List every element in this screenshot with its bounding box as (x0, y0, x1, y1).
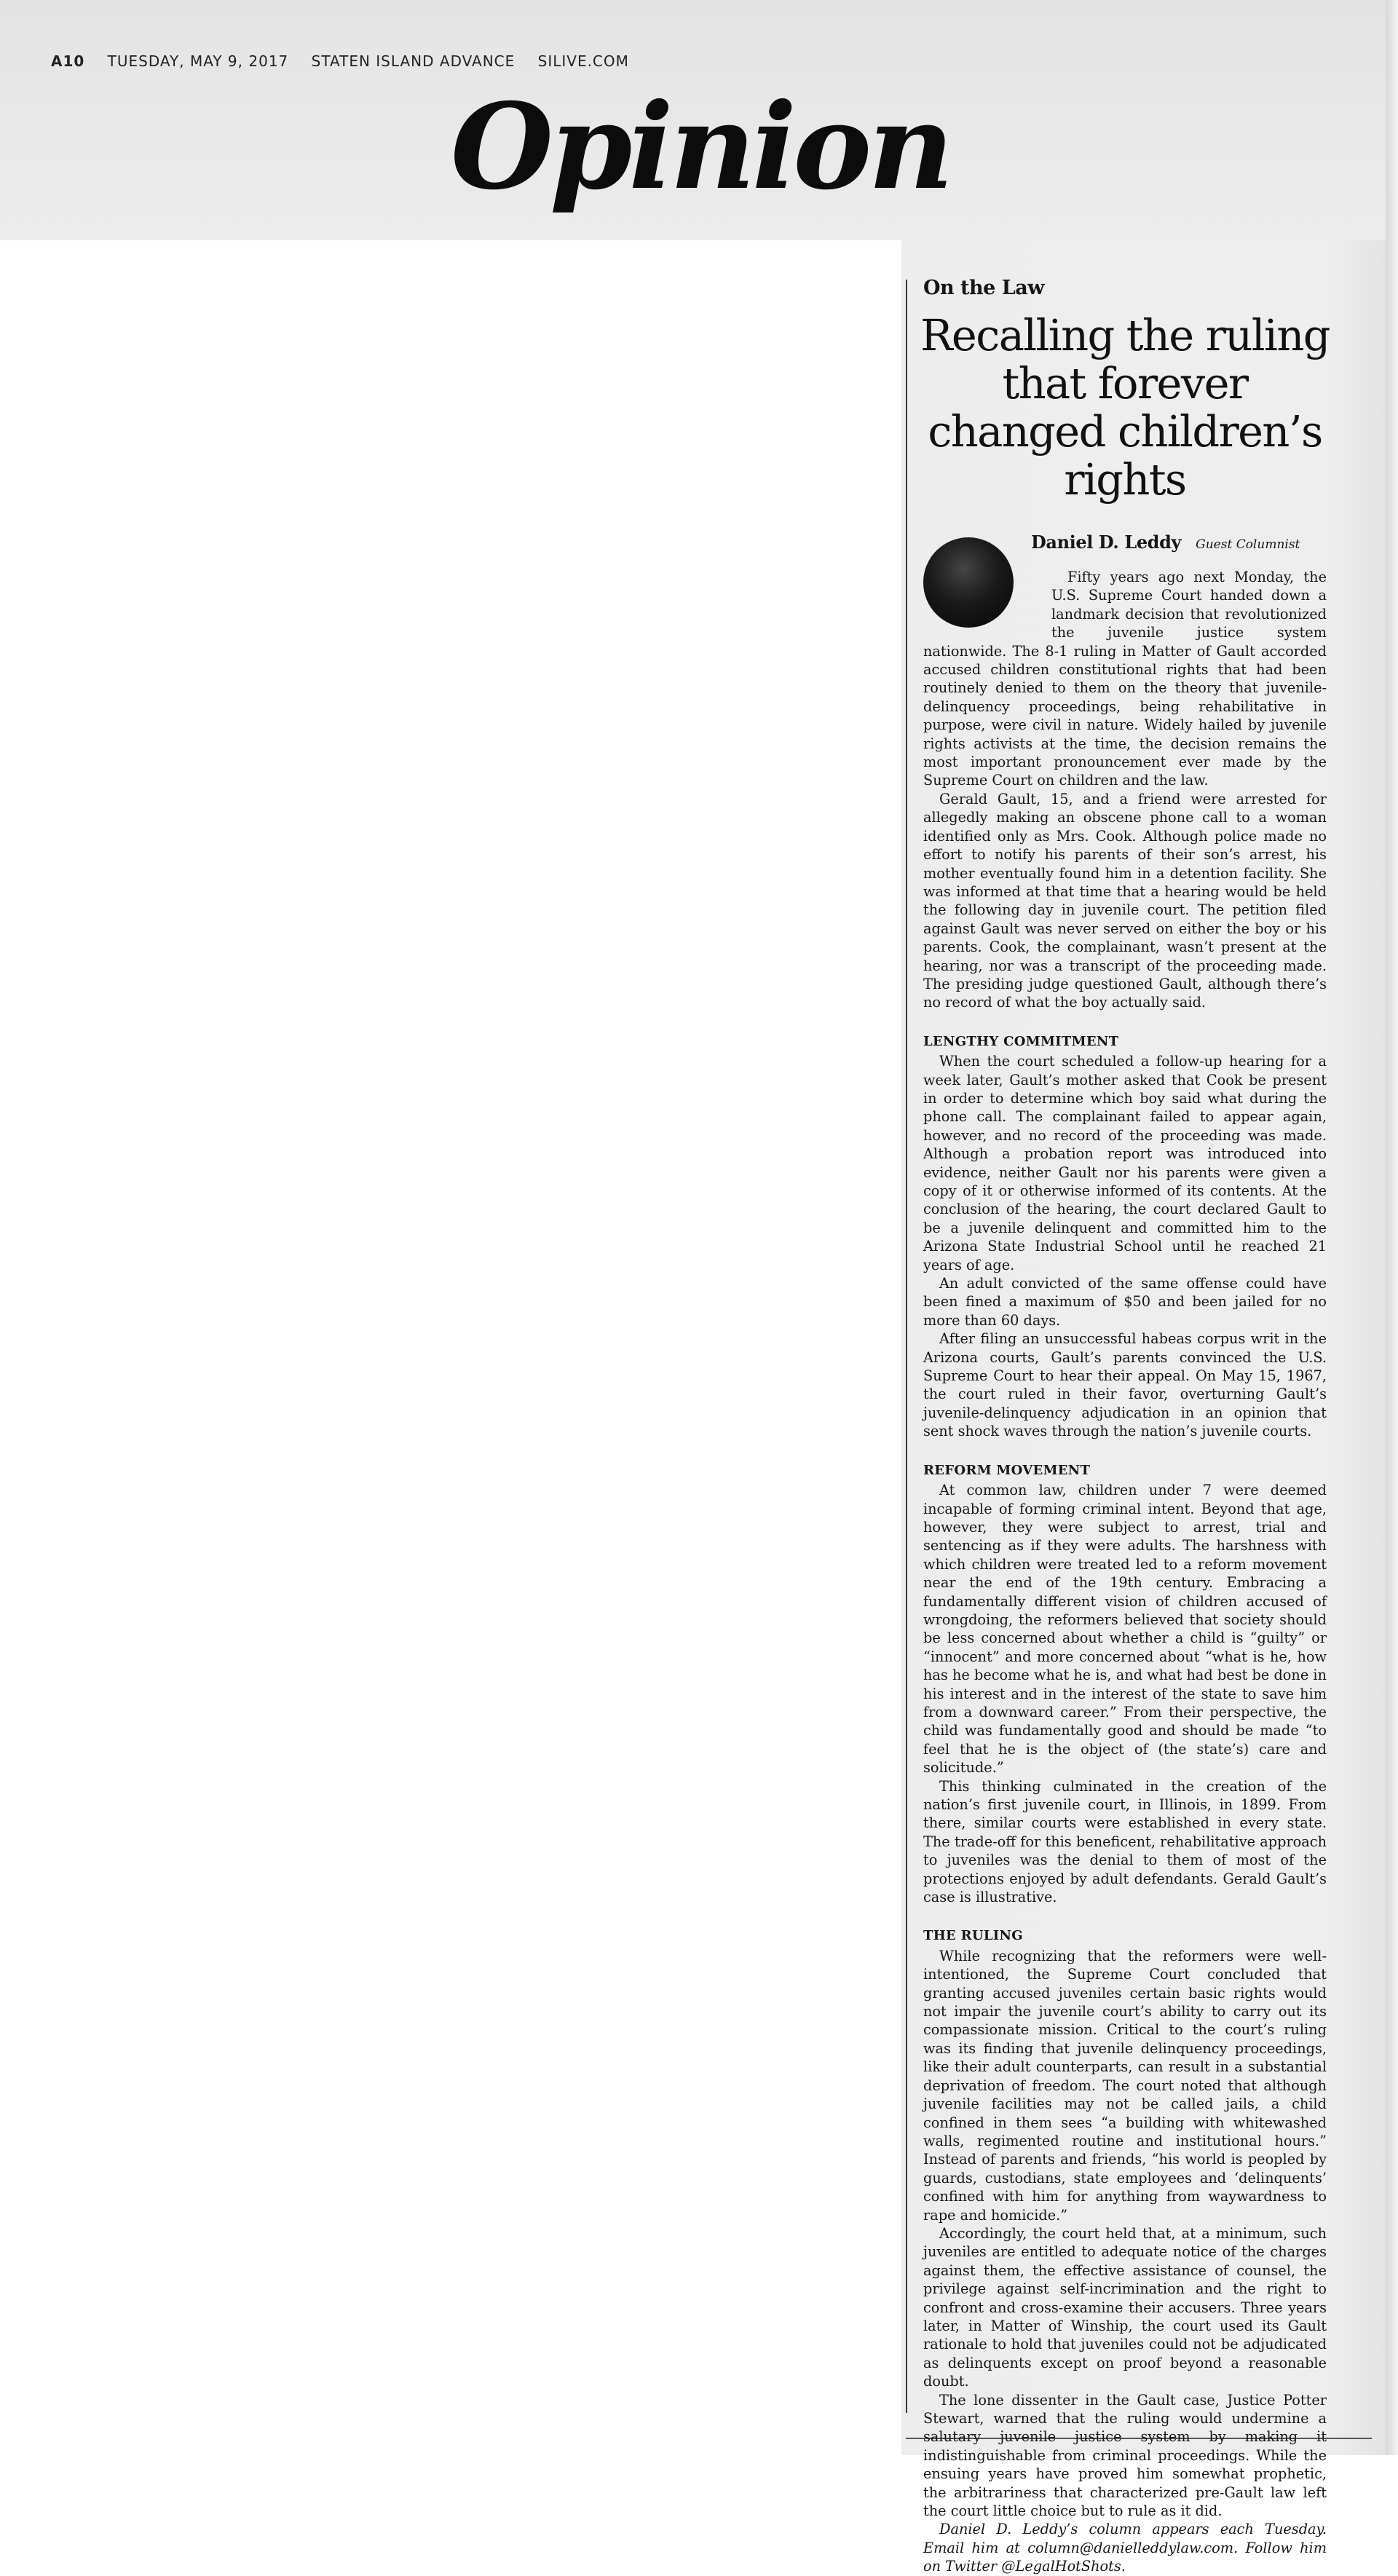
author-footer-note: Daniel D. Leddy’s column appears each Tuesday. Email him at column@danielleddylaw.com. Follow him on Twitter @LegalHotShots. (923, 2521, 1327, 2575)
author-name: Daniel D. Leddy (1031, 532, 1181, 553)
issue-date: TUESDAY, MAY 9, 2017 (107, 52, 289, 70)
paragraph: An adult convicted of the same offense could have been fined a maximum of $50 and been jailed for no more than 60 days. (923, 1275, 1327, 1329)
publication-name: STATEN ISLAND ADVANCE (311, 52, 516, 70)
page-number: A10 (51, 52, 85, 70)
section-heading: LENGTHY COMMITMENT (923, 1033, 1119, 1049)
paragraph: After filing an unsuccessful habeas corpus writ in the Arizona courts, Gault’s parents convinced the U.S. Supreme Court to hear their appeal. On May 15, 1967, the court ruled in their favor, overturning Gault’s juvenile-delinquency adjudication in an opinion that sent shock waves through the nation’s juvenile courts. (923, 1330, 1327, 1440)
article-kicker: On the Law (923, 277, 1044, 299)
paragraph: When the court scheduled a follow-up hearing for a week later, Gault’s mother asked that Cook be present in order to determine which boy said what during the phone call. The complainant failed to appear again, however, and no record of the proceeding was made. Although a probation report was introduced into evidence, neither Gault nor his parents were given a copy of it or otherwise informed of its contents. At the conclusion of the hearing, the court declared Gault to be a juvenile delinquent and committed him to the Arizona State Industrial School until he reached 21 years of age. (923, 1053, 1327, 1273)
article (920, 275, 1330, 2576)
paragraph: The lone dissenter in the Gault case, Justice Potter Stewart, warned that the ruling would undermine a salutary juvenile justice system by making it indistinguishable from criminal proceedings. While the ensuing years have proved him somewhat prophetic, the arbitrariness that characterized pre-Gault law left the court little choice but to rule as it did. (923, 2391, 1327, 2520)
article-headline: Recalling the ruling that forever changed children’s rights (920, 310, 1330, 505)
folio-line (51, 52, 647, 74)
section-title: Opinion (450, 78, 951, 216)
author-role: Guest Columnist (1196, 537, 1300, 552)
paragraph: Fifty years ago next Monday, the U.S. Supreme Court handed down a landmark decision that revolutionized the juvenile justice system nationwide. The 8-1 ruling in Matter of Gault accorded accused children constitutional rights that had been routinely denied to them on the theory that juvenile-delinquency proceedings, being rehabilitative in purpose, were civil in nature. Widely hailed by juvenile rights activists at the time, the decision remains the most important pronouncement ever made by the Supreme Court on children and the law. (923, 569, 1327, 789)
page-edge-shadow (1386, 0, 1398, 2455)
website-label: SILIVE.COM (537, 52, 629, 70)
column-rule (906, 280, 907, 2413)
byline-block (923, 529, 1327, 568)
paragraph: At common law, children under 7 were deemed incapable of forming criminal intent. Beyond that age, however, they were subject to arrest, trial and sentencing as if they were adults. The harshness with which children were treated led to a reform movement near the end of the 19th century. Embracing a fundamentally different vision of children accused of wrongdoing, the reformers believed that society should be less concerned about whether a child is “guilty” or “innocent” and more concerned about “what is he, how has he become what he is, and what had best be done in his interest and in the interest of the state to save him from a downward career.” From their perspective, the child was fundamentally good and should be made “to feel that he is the object of (the state’s) care and solicitude.” (923, 1482, 1327, 1777)
paragraph: Gerald Gault, 15, and a friend were arrested for allegedly making an obscene phone call to a woman identified only as Mrs. Cook. Although police made no effort to notify his parents of their son’s arrest, his mother eventually found him in a detention facility. She was informed at that time that a hearing would be held the following day in juvenile court. The petition filed against Gault was never served on either the boy or his parents. Cook, the complainant, wasn’t present at the hearing, nor was a transcript of the proceeding made. The presiding judge questioned Gault, although there’s no record of what the boy actually said. (923, 790, 1327, 1011)
byline (1031, 533, 1300, 554)
section-heading: REFORM MOVEMENT (923, 1462, 1091, 1478)
paragraph: Accordingly, the court held that, at a minimum, such juveniles are entitled to adequate notice of the charges against them, the effective assistance of counsel, the privilege against self-incrimination and the right to confront and cross-examine their accusers. Three years later, in Matter of Winship, the court used its Gault rationale to hold that juveniles could not be adjudicated as delinquents except on proof beyond a reasonable doubt. (923, 2224, 1327, 2390)
section-heading: THE RULING (923, 1928, 1023, 1944)
author-photo (923, 537, 1014, 628)
paragraph: While recognizing that the reformers were well-intentioned, the Supreme Court concluded that granting accused juveniles certain basic rights would not impair the juvenile court’s ability to carry out its compassionate mission. Critical to the court’s ruling was its finding that juvenile delinquency proceedings, like their adult counterparts, can result in a substantial deprivation of freedom. The court noted that although juvenile facilities may not be called jails, a child confined in them sees “a building with whitewashed walls, regimented routine and institutional hours.” Instead of parents and friends, “his world is peopled by guards, custodians, state employees and ‘delinquents’ confined with him for anything from waywardness to rape and homicide.” (923, 1947, 1327, 2224)
paragraph: This thinking culminated in the creation of the nation’s first juvenile court, in Illinois, in 1899. From there, similar courts were established in every state. The trade-off for this beneficent, rehabilitative approach to juveniles was the denial to them of most of the protections enjoyed by adult defendants. Gerald Gault’s case is illustrative. (923, 1777, 1327, 1906)
